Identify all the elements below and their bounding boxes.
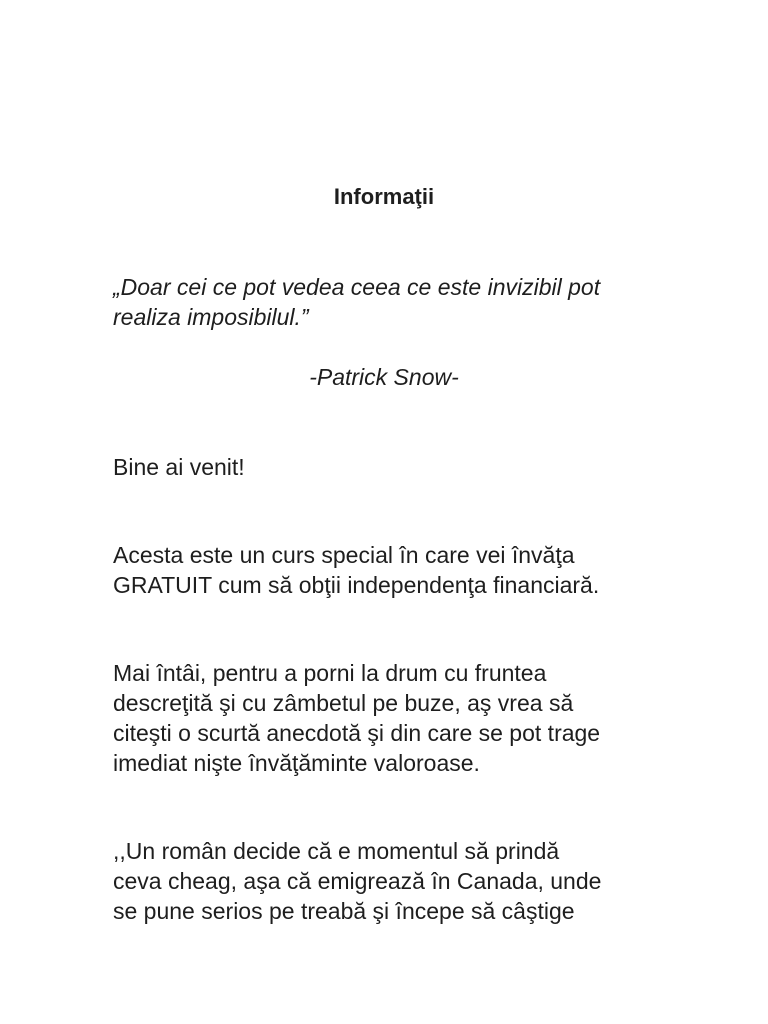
anecdote-paragraph (113, 836, 733, 926)
paragraph-line: Mai întâi, pentru a porni la drum cu fruntea (113, 660, 547, 686)
paragraph-line: citeşti o scurtă anecdotă şi din care se pot trage (113, 720, 601, 746)
welcome-paragraph (113, 452, 733, 482)
paragraph-line: descreţită şi cu zâmbetul pe buze, aş vrea să (113, 690, 574, 716)
first-paragraph (113, 658, 733, 778)
paragraph-line: Acesta este un curs special în care vei învăţa (113, 542, 575, 568)
paragraph-line: GRATUIT cum să obţii independenţa financiară. (113, 572, 600, 598)
page-title: Informaţii (333, 184, 435, 209)
paragraph-line: se pune serios pe treabă şi începe să câştige (113, 898, 575, 924)
paragraph-line: ,,Un român decide că e momentul să prindă (113, 838, 560, 864)
epigraph-quote (113, 272, 673, 332)
quote-line: realiza imposibilul.” (113, 304, 309, 330)
intro-paragraph (113, 540, 733, 600)
quote-author: -Patrick Snow- (309, 364, 459, 390)
paragraph-line: imediat nişte învăţăminte valoroase. (113, 750, 480, 776)
paragraph-line: ceva cheag, aşa că emigrează în Canada, unde (113, 868, 602, 894)
quote-line: „Doar cei ce pot vedea ceea ce este invizibil pot (113, 274, 601, 300)
paragraph-line: Bine ai venit! (113, 454, 245, 480)
